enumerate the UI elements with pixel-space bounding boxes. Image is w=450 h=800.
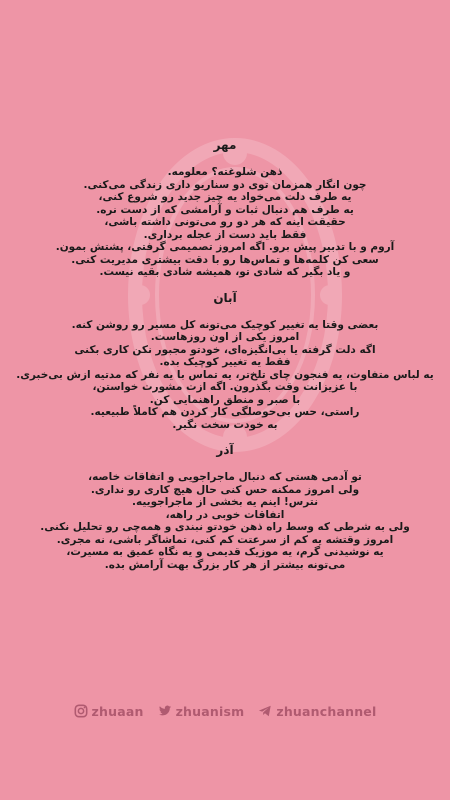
text-line: می‌تونه بیشتر از هر کار بزرگ بهت آرامش بده. — [104, 558, 346, 571]
text-line: ولی به شرطی که وسط راه ذهن خودتو نبندی و همه‌چی رو تحلیل نکنی. — [40, 521, 410, 533]
text-line: اتفاقات خوبی در راهه، — [165, 508, 285, 521]
text-line: امروز وقتشه یه کم از سرعتت کم کنی، تماشاگر باشی، نه مجری. — [56, 533, 394, 546]
text-line: با عزیزانت وقت بگذرون. اگه ازت مشورت خواستن، — [92, 381, 358, 393]
instagram-label: zhuaan — [91, 703, 144, 719]
section-title: آبان — [213, 290, 237, 305]
section-mehr — [0, 138, 450, 279]
section-title: آذر — [216, 443, 234, 457]
social-footer — [0, 700, 450, 722]
section-title: مهر — [213, 138, 237, 152]
text-line: ذهن شلوغته؟ معلومه. — [167, 166, 283, 178]
text-line: فقط باید دست از عجله برداری. — [143, 228, 307, 241]
text-line: یه نوشیدنی گرم، یه موزیک قدیمی و یه نگاه عمیق به مسیرت، — [66, 546, 384, 558]
section-aban — [0, 291, 450, 432]
text-line: یه لباس متفاوت، یه فنجون چای تلخ‌تر، یه تماس با یه نفر که مدتیه ازش بی‌خبری. — [16, 368, 434, 381]
twitter-label: zhuanism — [175, 703, 245, 719]
section-gap — [0, 279, 450, 291]
section-azar — [0, 443, 450, 571]
text-line: یه طرف دلت می‌خواد یه چیز جدید رو شروع کنی، — [98, 191, 352, 203]
text-line: چون انگار همزمان توی دو سناریو داری زندگی می‌کنی. — [83, 178, 367, 191]
text-line: سعی کن کلمه‌ها و تماس‌ها رو با دقت بیشتری مدیریت کنی. — [71, 253, 379, 266]
instagram-icon — [74, 704, 88, 718]
text-line: بعضی وقتا یه تغییر کوچیک می‌تونه کل مسیر رو روشن کنه. — [71, 318, 379, 331]
text-line: و یاد بگیر که شادی تو، همیشه شادی بقیه نیست. — [99, 266, 351, 278]
text-line: آروم و با تدبیر پیش برو. اگه امروز تصمیمی گرفتی، پشتش بمون. — [55, 241, 395, 253]
text-line: به خودت سخت نگیر. — [172, 418, 278, 431]
instagram-handle[interactable] — [74, 704, 144, 719]
telegram-icon — [258, 704, 272, 718]
twitter-icon — [158, 704, 172, 718]
text-line: فقط یه تغییر کوچیک بده. — [159, 356, 291, 368]
text-line: نترس! اینم یه بخشی از ماجراجوییه. — [131, 496, 319, 508]
horoscope-content — [0, 138, 450, 571]
text-line: اگه دلت گرفته یا بی‌انگیزه‌ای، خودتو مجبور نکن کاری بکنی — [74, 343, 376, 356]
text-line: راستی، حس بی‌حوصلگی کار کردن هم کاملاً طبیعیه. — [90, 406, 360, 418]
text-line: با صبر و منطق راهنمایی کن. — [149, 393, 301, 406]
text-line: تو آدمی هستی که دنبال ماجراجویی و اتفاقات خاصه، — [88, 471, 362, 483]
twitter-handle[interactable] — [158, 704, 245, 719]
section-gap — [0, 431, 450, 443]
text-line: امروز یکی از اون روزهاست. — [150, 331, 300, 343]
text-line: یه طرف هم دنبال ثبات و آرامشی که از دست نره. — [96, 203, 354, 216]
telegram-label: zhuanchannel — [276, 703, 377, 719]
telegram-handle[interactable] — [258, 704, 376, 719]
text-line: حقیقت اینه که هر دو رو می‌تونی داشته باشی، — [104, 216, 346, 228]
text-line: ولی امروز ممکنه حس کنی حال هیچ کاری رو نداری. — [90, 483, 360, 496]
